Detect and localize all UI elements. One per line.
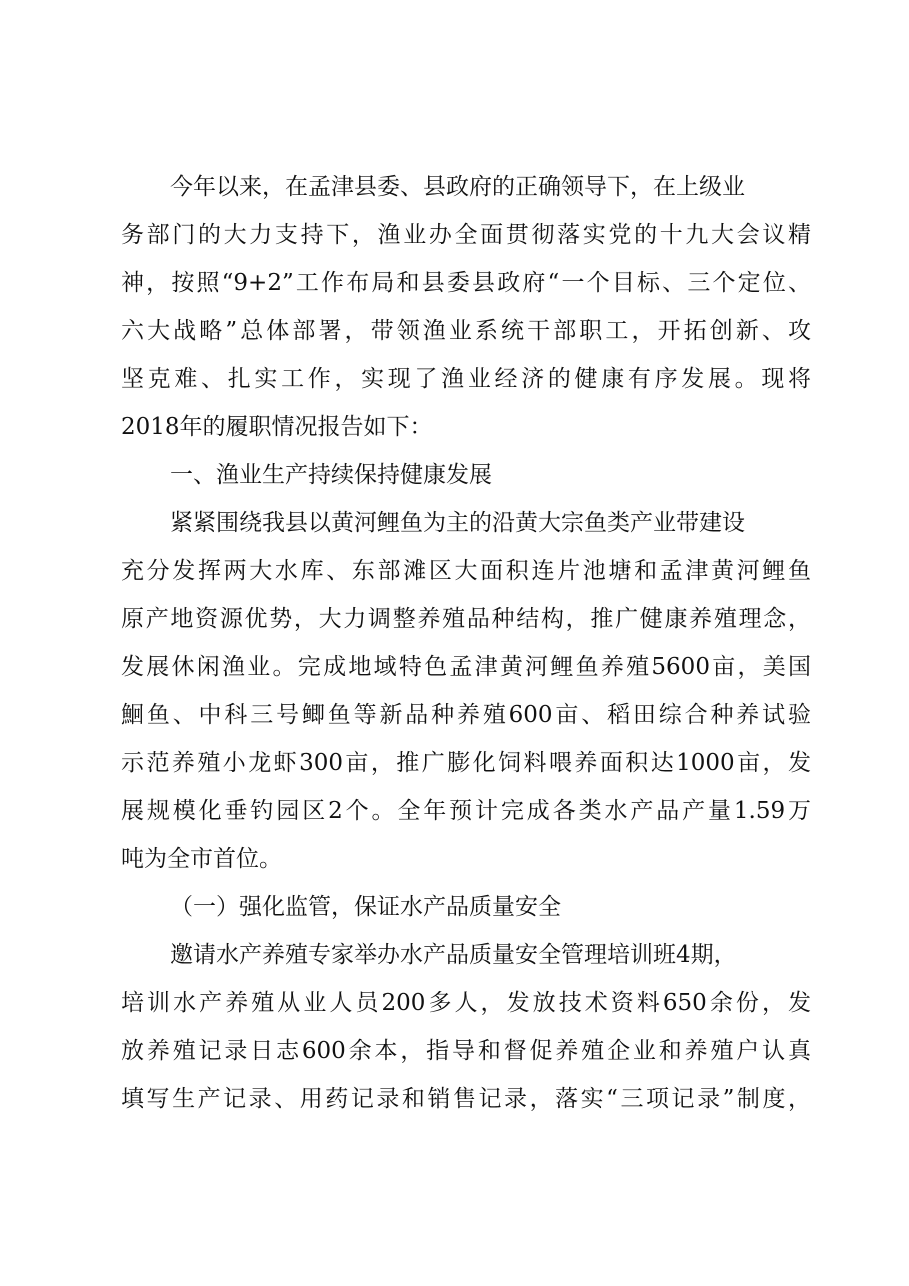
paragraph-2-line-2: 充分发挥两大水库、东部滩区大面积连片池塘和孟津黄河鲤鱼 xyxy=(121,558,811,584)
paragraph-2-line-4: 发展休闲渔业。完成地域特色孟津黄河鲤鱼养殖5600亩，美国 xyxy=(121,654,811,680)
paragraph-2-line-8: 吨为全市首位。 xyxy=(121,846,282,872)
paragraph-2-line-6: 示范养殖小龙虾300亩，推广膨化饲料喂养面积达1000亩，发 xyxy=(121,750,811,776)
paragraph-2-line-1: 紧紧围绕我县以黄河鲤鱼为主的沿黄大宗鱼类产业带建设 xyxy=(170,510,745,536)
paragraph-2-line-3: 原产地资源优势，大力调整养殖品种结构，推广健康养殖理念， xyxy=(121,606,811,632)
paragraph-2-line-7: 展规模化垂钓园区2个。全年预计完成各类水产品产量1.59万 xyxy=(121,798,811,824)
paragraph-2-line-5: 鮰鱼、中科三号鲫鱼等新品种养殖600亩、稻田综合种养试验 xyxy=(121,702,811,728)
paragraph-1-line-4: 六大战略”总体部署，带领渔业系统干部职工，开拓创新、攻 xyxy=(121,318,811,344)
section-heading-1: 一、渔业生产持续保持健康发展 xyxy=(170,462,492,488)
paragraph-3-line-3: 放养殖记录日志600余本，指导和督促养殖企业和养殖户认真 xyxy=(121,1038,811,1064)
paragraph-3-line-4: 填写生产记录、用药记录和销售记录，落实“三项记录”制度， xyxy=(121,1086,811,1112)
paragraph-1-line-6: 2018年的履职情况报告如下： xyxy=(121,414,433,440)
paragraph-1-line-2: 务部门的大力支持下，渔业办全面贯彻落实党的十九大会议精 xyxy=(121,222,811,248)
paragraph-3-line-2: 培训水产养殖从业人员200多人，发放技术资料650余份，发 xyxy=(121,990,811,1016)
paragraph-1-line-5: 坚克难、扎实工作，实现了渔业经济的健康有序发展。现将 xyxy=(121,366,811,392)
section-heading-2: （一）强化监管，保证水产品质量安全 xyxy=(170,894,561,920)
paragraph-1-line-1: 今年以来，在孟津县委、县政府的正确领导下，在上级业 xyxy=(170,174,745,200)
paragraph-1-line-3: 神，按照“9+2”工作布局和县委县政府“一个目标、三个定位、 xyxy=(121,270,811,296)
paragraph-3-line-1: 邀请水产养殖专家举办水产品质量安全管理培训班4期， xyxy=(170,942,737,968)
